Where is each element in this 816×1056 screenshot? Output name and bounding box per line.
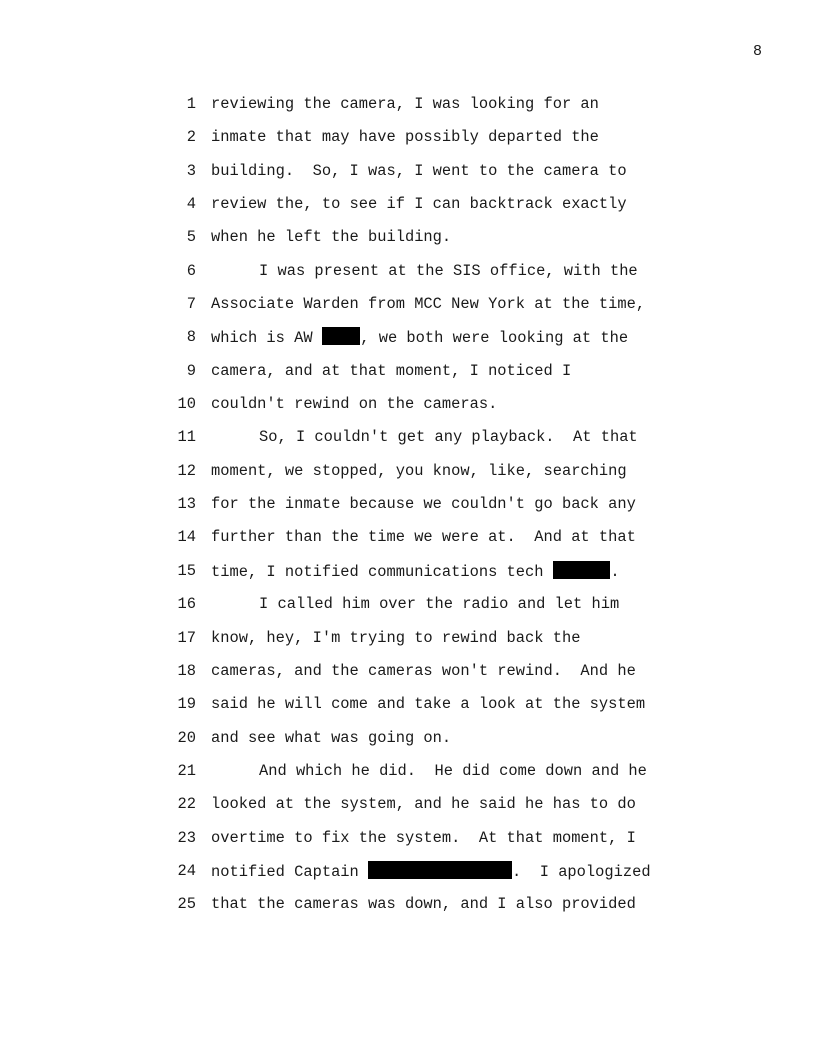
line-text	[211, 728, 451, 748]
transcript-line	[0, 261, 816, 294]
text-segment: cameras, and the cameras won't rewind. And he	[211, 661, 636, 680]
line-text	[211, 861, 651, 882]
line-text	[211, 427, 638, 447]
text-segment: said he will come and take a look at the system	[211, 695, 646, 714]
text-segment: building. So, I was, I went to the camera to	[211, 161, 627, 180]
transcript-line	[0, 327, 816, 360]
transcript-body	[0, 94, 816, 928]
transcript-line	[0, 594, 816, 627]
text-segment: for the inmate because we couldn't go back any	[211, 495, 636, 514]
text-segment: inmate that may have possibly departed the	[211, 128, 599, 147]
line-number: 21	[177, 761, 196, 780]
text-segment: reviewing the camera, I was looking for an	[211, 95, 599, 113]
text-segment: notified Captain	[211, 862, 369, 881]
line-number: 11	[177, 428, 196, 447]
text-segment: So, I couldn't get any playback. At that	[259, 428, 638, 447]
line-text	[211, 361, 571, 381]
line-text	[211, 394, 497, 414]
line-number: 2	[186, 128, 196, 147]
line-text	[211, 94, 599, 114]
text-segment: overtime to fix the system. At that moment, I	[211, 828, 636, 847]
line-number: 9	[186, 361, 196, 380]
line-text	[211, 794, 636, 814]
text-segment: camera, and at that moment, I noticed I	[211, 361, 572, 380]
text-segment: that the cameras was down, and I also provided	[211, 895, 636, 914]
redaction-box	[553, 561, 611, 579]
transcript-line	[0, 694, 816, 727]
transcript-line	[0, 794, 816, 827]
line-text	[211, 294, 645, 314]
line-number: 22	[177, 795, 196, 814]
transcript-line	[0, 427, 816, 460]
line-text	[211, 628, 580, 648]
line-text	[211, 661, 636, 681]
text-segment: time, I notified communications tech	[211, 562, 553, 581]
line-number: 14	[177, 528, 196, 547]
line-number: 6	[186, 261, 196, 280]
transcript-line	[0, 461, 816, 494]
line-number: 7	[186, 295, 196, 314]
transcript-line	[0, 227, 816, 260]
line-text	[211, 761, 647, 781]
transcript-line	[0, 494, 816, 527]
transcript-line	[0, 394, 816, 427]
line-number: 4	[186, 195, 196, 214]
transcript-line	[0, 127, 816, 160]
transcript-line	[0, 628, 816, 661]
text-segment: I was present at the SIS office, with the	[259, 261, 638, 280]
line-number: 23	[177, 828, 196, 847]
transcript-line	[0, 828, 816, 861]
text-segment: know, hey, I'm trying to rewind back the	[211, 628, 581, 647]
text-segment: further than the time we were at. And at that	[211, 528, 636, 547]
line-text	[211, 161, 627, 181]
line-number: 17	[177, 628, 196, 647]
line-text	[211, 461, 627, 481]
redaction-box	[368, 861, 512, 879]
text-segment: when he left the building.	[211, 228, 452, 247]
line-number: 12	[177, 461, 196, 480]
page-number: 8	[752, 43, 762, 60]
line-number: 8	[186, 328, 196, 347]
line-number: 5	[186, 228, 196, 247]
line-number: 16	[177, 595, 196, 614]
line-number: 19	[177, 695, 196, 714]
transcript-line	[0, 561, 816, 594]
line-text	[211, 227, 451, 247]
text-segment: , we both were looking at the	[360, 329, 629, 348]
line-number: 1	[186, 95, 196, 113]
line-text	[211, 828, 636, 848]
transcript-line	[0, 894, 816, 927]
line-number: 10	[177, 395, 196, 414]
transcript-line	[0, 861, 816, 894]
transcript-line	[0, 294, 816, 327]
line-number: 13	[177, 495, 196, 514]
line-text	[211, 494, 636, 514]
transcript-line	[0, 194, 816, 227]
line-text	[211, 894, 636, 914]
text-segment: And which he did. He did come down and he	[259, 761, 647, 780]
transcript-line	[0, 761, 816, 794]
line-number: 3	[186, 161, 196, 180]
text-segment: Associate Warden from MCC New York at the time,	[211, 295, 646, 314]
line-text	[211, 127, 599, 147]
transcript-line	[0, 527, 816, 560]
text-segment: .	[610, 562, 620, 581]
transcript-line	[0, 361, 816, 394]
line-text	[211, 194, 627, 214]
text-segment: which is AW	[211, 329, 322, 348]
line-text	[211, 261, 638, 281]
text-segment: moment, we stopped, you know, like, searching	[211, 461, 627, 480]
text-segment: looked at the system, and he said he has to do	[211, 795, 636, 814]
transcript-line	[0, 728, 816, 761]
line-text	[211, 694, 645, 714]
text-segment: and see what was going on.	[211, 728, 452, 747]
text-segment: review the, to see if I can backtrack exactly	[211, 195, 627, 214]
line-number: 24	[177, 861, 196, 880]
text-segment: I called him over the radio and let him	[259, 595, 620, 614]
line-number: 15	[177, 561, 196, 580]
text-segment: couldn't rewind on the cameras.	[211, 395, 498, 414]
line-text	[211, 327, 628, 348]
transcript-line	[0, 94, 816, 127]
line-number: 25	[177, 895, 196, 914]
line-text	[211, 594, 619, 614]
line-text	[211, 527, 636, 547]
line-number: 20	[177, 728, 196, 747]
transcript-line	[0, 661, 816, 694]
redaction-box	[322, 327, 360, 345]
transcript-line	[0, 161, 816, 194]
line-text	[211, 561, 620, 582]
text-segment: . I apologized	[512, 862, 651, 881]
line-number: 18	[177, 661, 196, 680]
